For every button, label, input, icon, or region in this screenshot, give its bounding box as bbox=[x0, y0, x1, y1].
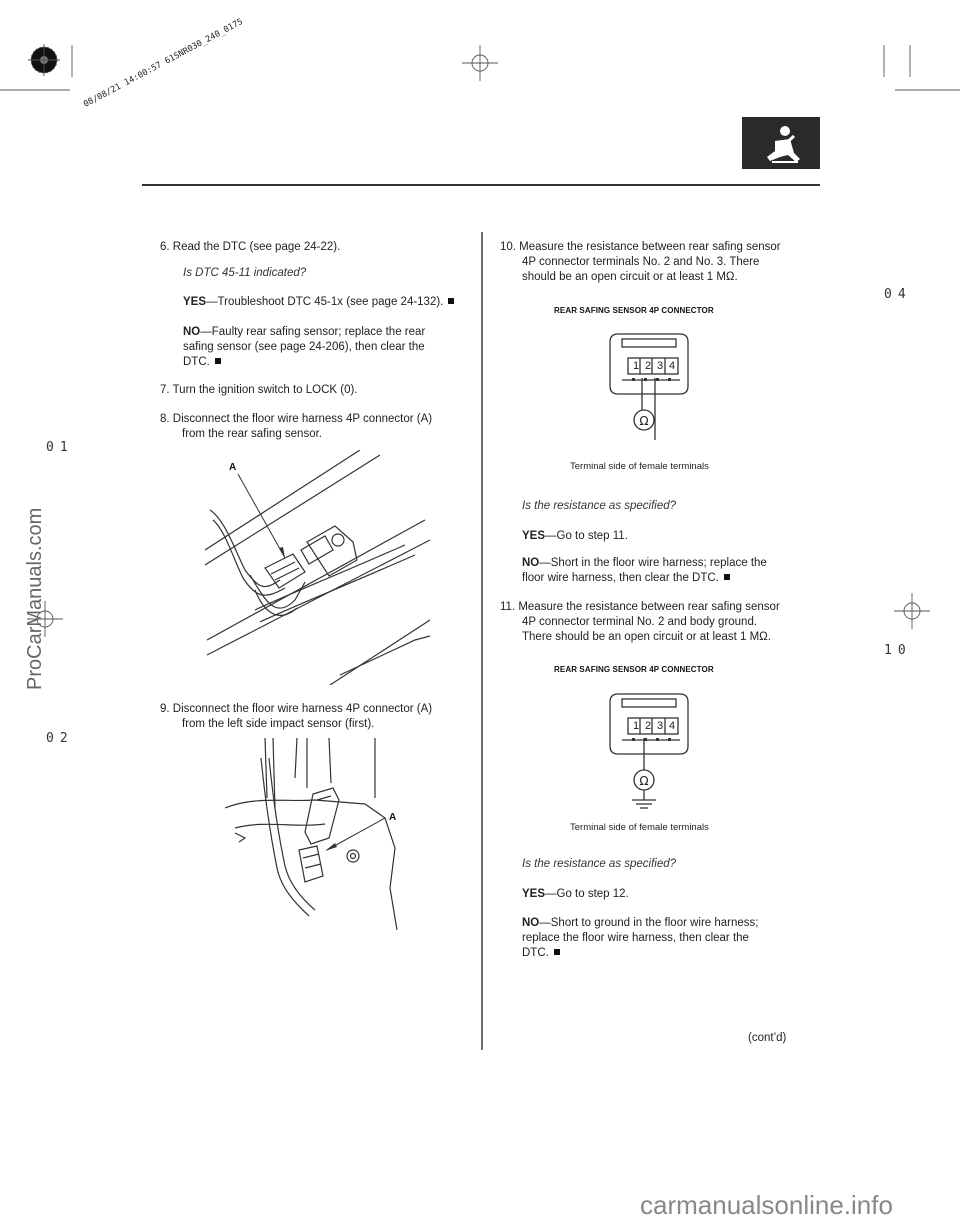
pin-3: 3 bbox=[656, 360, 664, 372]
figure-rear-safing-sensor bbox=[205, 450, 430, 685]
no-label: NO bbox=[183, 326, 201, 338]
connector-2-pins bbox=[630, 720, 678, 732]
step-8-line1: 8. Disconnect the floor wire harness 4P connector (A) bbox=[160, 413, 433, 425]
end-mark-icon bbox=[724, 574, 730, 580]
pin-1: 1 bbox=[632, 720, 640, 732]
end-mark-icon bbox=[448, 298, 454, 304]
watermark-left: ProCarManuals.com bbox=[24, 507, 46, 690]
connector-1-caption: REAR SAFING SENSOR 4P CONNECTOR bbox=[554, 306, 714, 315]
connector-1-pins bbox=[630, 360, 678, 372]
side-marker-01: 01 bbox=[46, 440, 74, 455]
no-11-line3: DTC. bbox=[522, 947, 549, 959]
srs-section-icon bbox=[742, 117, 820, 169]
no-10-line1: Short in the floor wire harness; replace the bbox=[550, 557, 767, 569]
step-11 bbox=[500, 600, 830, 645]
step-8 bbox=[160, 412, 480, 442]
step-10 bbox=[500, 240, 830, 285]
no-6-line3: DTC. bbox=[183, 356, 210, 368]
svg-text:Ω: Ω bbox=[639, 414, 649, 428]
no-6-line1: Faulty rear safing sensor; replace the rear bbox=[211, 326, 426, 338]
end-mark-icon bbox=[554, 949, 560, 955]
yes-10-text: Go to step 11. bbox=[556, 530, 628, 542]
yes-label: YES bbox=[522, 888, 546, 900]
step-7: 7. Turn the ignition switch to LOCK (0). bbox=[160, 384, 358, 396]
pin-3: 3 bbox=[656, 720, 664, 732]
yes-label: YES bbox=[183, 296, 207, 308]
figure-2-callout-a: A bbox=[389, 812, 397, 823]
no-10: NO—Short in the floor wire harness; replace the floor wire harness, then clear the DTC. bbox=[522, 557, 767, 584]
end-mark-icon bbox=[215, 358, 221, 364]
pin-4: 4 bbox=[668, 360, 676, 372]
side-marker-02: 02 bbox=[46, 731, 74, 746]
side-marker-10: 10 bbox=[884, 643, 912, 658]
step-9-line1: 9. Disconnect the floor wire harness 4P connector (A) bbox=[160, 703, 433, 715]
print-timestamp: 08/08/21 14:00:57 61SNR030_240_0175 bbox=[82, 16, 245, 110]
question-10: Is the resistance as specified? bbox=[522, 500, 677, 512]
no-label: NO bbox=[522, 557, 540, 569]
no-11-line2: replace the floor wire harness, then clear the bbox=[522, 932, 749, 944]
pin-1: 1 bbox=[632, 360, 640, 372]
step-9 bbox=[160, 702, 480, 732]
figure-1-callout-a: A bbox=[229, 462, 237, 473]
connector-2-note: Terminal side of female terminals bbox=[570, 822, 709, 833]
step-8-line2: from the rear safing sensor. bbox=[182, 428, 322, 440]
step-11-line2: 4P connector terminal No. 2 and body ground. bbox=[522, 616, 758, 628]
watermark-bottom: carmanualsonline.info bbox=[640, 1190, 893, 1220]
side-marker-04: 04 bbox=[884, 287, 912, 302]
step-10-line2: 4P connector terminals No. 2 and No. 3. There bbox=[522, 256, 760, 268]
yes-11-text: Go to step 12. bbox=[556, 888, 629, 900]
step-6: 6. Read the DTC (see page 24-22). bbox=[160, 241, 341, 253]
figure-side-impact-sensor bbox=[225, 738, 405, 930]
connector-2-caption: REAR SAFING SENSOR 4P CONNECTOR bbox=[554, 665, 714, 674]
pin-4: 4 bbox=[668, 720, 676, 732]
svg-text:Ω: Ω bbox=[639, 774, 649, 788]
no-6-line2: safing sensor (see page 24-206), then clear the bbox=[183, 341, 425, 353]
no-label: NO bbox=[522, 917, 540, 929]
pin-2: 2 bbox=[644, 360, 652, 372]
seatbelt-icon bbox=[742, 117, 820, 169]
yes-6-text: Troubleshoot DTC 45-1x (see page 24-132). bbox=[217, 296, 444, 308]
step-11-line3: There should be an open circuit or at least 1 MΩ. bbox=[522, 631, 771, 643]
step-9-line2: from the left side impact sensor (first). bbox=[182, 718, 375, 730]
step-10-line1: 10. Measure the resistance between rear safing sensor bbox=[500, 241, 781, 253]
connector-1-note: Terminal side of female terminals bbox=[570, 461, 709, 472]
question-11: Is the resistance as specified? bbox=[522, 858, 677, 870]
connector-diagram-2 bbox=[600, 690, 700, 812]
question-6: Is DTC 45-11 indicated? bbox=[183, 267, 307, 279]
yes-10: YES—Go to step 11. bbox=[522, 530, 628, 542]
no-6: NO—Faulty rear safing sensor; replace the rear safing sensor (see page 24-206), then clear the DTC. bbox=[183, 326, 426, 368]
no-11: NO—Short to ground in the floor wire harness; replace the floor wire harness, then clear the DTC. bbox=[522, 917, 759, 959]
yes-6: YES—Troubleshoot DTC 45-1x (see page 24-132). bbox=[183, 295, 483, 310]
step-10-line3: should be an open circuit or at least 1 MΩ. bbox=[522, 271, 738, 283]
no-10-line2: floor wire harness, then clear the DTC. bbox=[522, 572, 719, 584]
connector-diagram-1 bbox=[600, 330, 700, 442]
yes-label: YES bbox=[522, 530, 546, 542]
pin-2: 2 bbox=[644, 720, 652, 732]
no-11-line1: Short to ground in the floor wire harness; bbox=[550, 917, 759, 929]
yes-11: YES—Go to step 12. bbox=[522, 888, 629, 900]
continued-note: (cont’d) bbox=[748, 1032, 787, 1044]
step-11-line1: 11. Measure the resistance between rear safing sensor bbox=[500, 601, 780, 613]
